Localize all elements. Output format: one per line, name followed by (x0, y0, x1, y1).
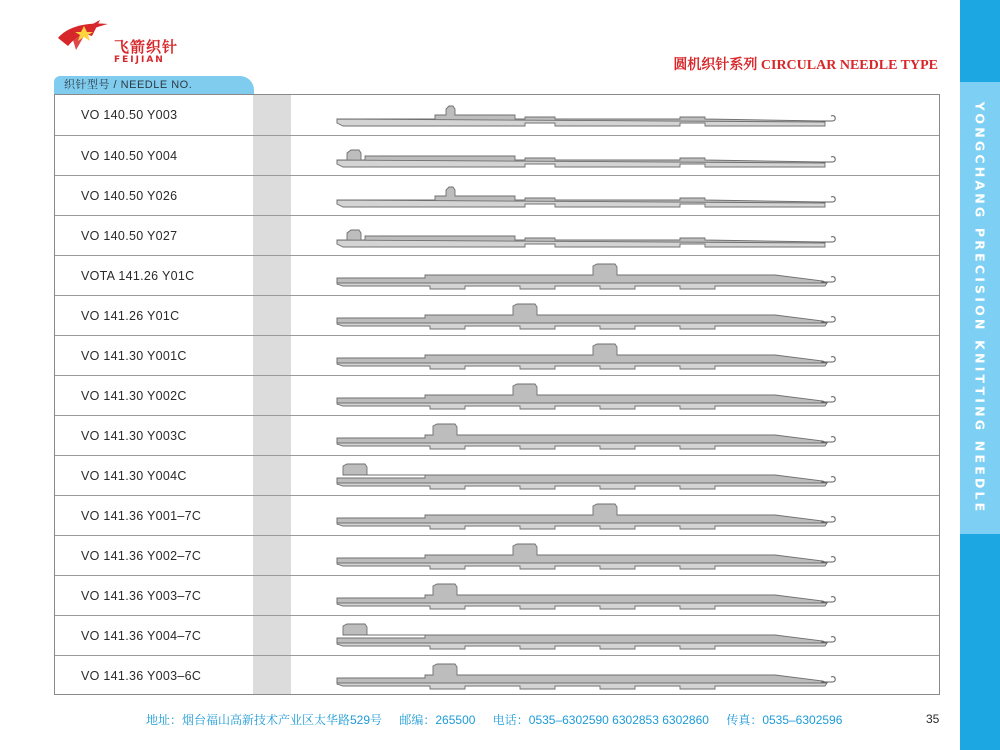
needle-number: VO 140.50 Y004 (81, 149, 178, 163)
needle-number: VO 141.30 Y002C (81, 389, 187, 403)
brand-logo (54, 16, 194, 65)
table-row (55, 176, 939, 216)
needle-number: VO 141.36 Y002–7C (81, 549, 202, 563)
logo-text-en: FEIJIAN (114, 55, 165, 65)
needle-drawing (335, 176, 840, 216)
needle-image (335, 536, 840, 576)
needle-drawing (335, 95, 840, 135)
needle-number: VO 141.30 Y001C (81, 349, 187, 363)
feijian-arrow-logo-icon (54, 16, 112, 56)
needle-drawing (335, 376, 840, 416)
needle-drawing (335, 136, 840, 176)
needle-number: VO 141.36 Y003–6C (81, 669, 202, 683)
needle-image (335, 616, 840, 656)
needle-image (335, 176, 840, 216)
needle-number: VO 141.36 Y004–7C (81, 629, 202, 643)
needle-image (335, 456, 840, 496)
needle-image (335, 376, 840, 416)
needle-drawing (335, 656, 840, 696)
table-row (55, 216, 939, 256)
table-row (55, 576, 939, 616)
needle-image (335, 216, 840, 256)
logo-text-cn: 飞箭织针 (114, 38, 179, 56)
needle-drawing (335, 296, 840, 336)
table-row (55, 416, 939, 456)
table-column-header: 织针型号 / NEEDLE NO. (54, 76, 254, 94)
table-row (55, 95, 939, 136)
needle-drawing (335, 576, 840, 616)
table-row (55, 496, 939, 536)
table-row (55, 136, 939, 176)
needle-image (335, 416, 840, 456)
table-row (55, 656, 939, 696)
footer-contact (146, 711, 856, 728)
side-band (960, 0, 1000, 750)
needle-image (335, 95, 840, 135)
needle-drawing (335, 616, 840, 656)
needle-image (335, 256, 840, 296)
needle-image (335, 656, 840, 696)
table-row (55, 296, 939, 336)
needle-number: VO 140.50 Y027 (81, 229, 178, 243)
needle-image (335, 136, 840, 176)
table-row (55, 536, 939, 576)
needle-number: VO 141.26 Y01C (81, 309, 180, 323)
needle-drawing (335, 216, 840, 256)
side-band-text: YONGCHANG PRECISION KNITTING NEEDLE (972, 101, 988, 515)
page-number: 35 (926, 712, 940, 726)
needle-number: VO 141.30 Y004C (81, 469, 187, 483)
needle-number: VO 141.36 Y001–7C (81, 509, 202, 523)
needle-drawing (335, 496, 840, 536)
table-row (55, 456, 939, 496)
needle-number: VO 141.36 Y003–7C (81, 589, 202, 603)
needle-image (335, 576, 840, 616)
footer-address: 地址：烟台福山高新技术产业区太华路529号 (146, 713, 383, 727)
needle-image (335, 496, 840, 536)
page-title: 圆机织针系列 CIRCULAR NEEDLE TYPE (673, 58, 938, 73)
table-row (55, 256, 939, 296)
table-row (55, 376, 939, 416)
needle-drawing (335, 256, 840, 296)
needle-image (335, 296, 840, 336)
needle-number: VO 140.50 Y003 (81, 108, 178, 122)
needle-drawing (335, 456, 840, 496)
needle-number: VO 141.30 Y003C (81, 429, 187, 443)
footer-fax: 传真：0535–6302596 (726, 713, 843, 727)
needle-image (335, 336, 840, 376)
needle-drawing (335, 416, 840, 456)
table-row (55, 616, 939, 656)
footer-postcode: 邮编：265500 (399, 713, 476, 727)
needle-table (54, 94, 940, 695)
needle-drawing (335, 336, 840, 376)
needle-drawing (335, 536, 840, 576)
table-row (55, 336, 939, 376)
footer-phone: 电话：0535–6302590 6302853 6302860 (492, 713, 709, 727)
needle-number: VO 140.50 Y026 (81, 189, 178, 203)
needle-number: VOTA 141.26 Y01C (81, 269, 195, 283)
